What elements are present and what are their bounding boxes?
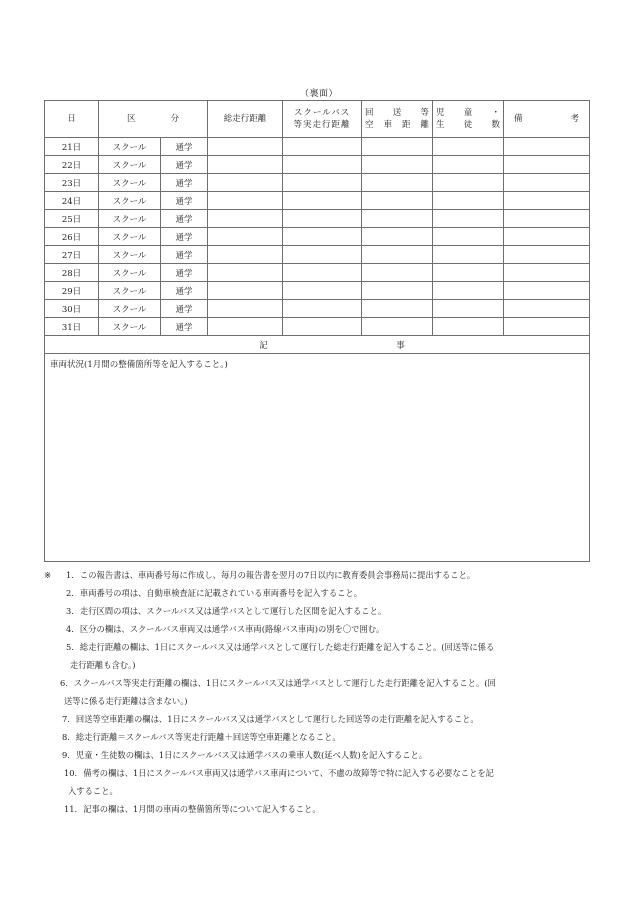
remarks-cell[interactable] [504, 300, 590, 318]
type-schoolbus-cell[interactable]: スクール [99, 228, 161, 246]
hd-char: 車 [383, 120, 392, 130]
kiji-char-2: 事 [396, 340, 405, 351]
instruction-text: 記事の欄は、1月間の車両の整備箇所等について記入すること。 [83, 804, 321, 814]
remarks-cell[interactable] [504, 192, 590, 210]
instruction-text: この報告書は、車両番号毎に作成し、毎月の報告書を翌月の7日以内に教育委員会事務局に提出すること。 [79, 570, 476, 580]
header-total-distance: 総走行距離 [208, 101, 283, 138]
total-distance-cell[interactable] [208, 192, 283, 210]
type-schoolbus-cell[interactable]: スクール [99, 318, 161, 336]
schoolbus-distance-cell[interactable] [283, 210, 362, 228]
instruction-number: 9. [62, 750, 70, 760]
total-distance-cell[interactable] [208, 282, 283, 300]
day-cell: 26日 [45, 228, 99, 246]
header-schoolbus-line1: スクールバス [293, 108, 351, 118]
header-row [45, 101, 590, 138]
instruction-continuation: 入すること。 [68, 786, 118, 796]
instruction-text: 回送等空車距離の欄は、1日にスクールバス又は通学バスとして運行した回送等の走行距離を記入すること。 [75, 714, 479, 724]
instruction-text: 総走行距離＝スクールバス等実走行距離＋回送等空車距離となること。 [75, 732, 341, 742]
table-row [45, 282, 590, 300]
type-commute-cell[interactable]: 通学 [161, 318, 208, 336]
instruction-item [44, 638, 594, 674]
day-cell: 25日 [45, 210, 99, 228]
hd-char: 生 [436, 120, 445, 130]
type-schoolbus-cell[interactable]: スクール [99, 210, 161, 228]
type-schoolbus-cell[interactable]: スクール [99, 282, 161, 300]
header-students [433, 101, 504, 138]
day-cell: 30日 [45, 300, 99, 318]
instruction-item [44, 584, 594, 602]
header-schoolbus-line2: 等実走行距離 [293, 120, 351, 130]
students-cell[interactable] [433, 210, 504, 228]
schoolbus-distance-cell[interactable] [283, 228, 362, 246]
deadhead-distance-cell[interactable] [362, 138, 433, 156]
table-row [45, 228, 590, 246]
header-students-line1 [436, 107, 500, 119]
instruction-number: 4. [66, 624, 74, 634]
hd-char: 距 [401, 120, 411, 130]
table-row [45, 318, 590, 336]
type-schoolbus-cell[interactable]: スクール [99, 156, 161, 174]
type-schoolbus-cell[interactable]: スクール [99, 174, 161, 192]
day-cell: 31日 [45, 318, 99, 336]
hd-char: 徒 [463, 120, 473, 130]
instruction-text: 備考の欄は、1日にスクールバス車両又は通学バス車両について、不慮の故障等で特に記入する必要なことを記 [83, 768, 494, 778]
total-distance-cell[interactable] [208, 210, 283, 228]
deadhead-distance-cell[interactable] [362, 210, 433, 228]
hd-char: 児 [436, 108, 445, 118]
total-distance-cell[interactable] [208, 300, 283, 318]
remarks-cell[interactable] [504, 246, 590, 264]
deadhead-distance-cell[interactable] [362, 300, 433, 318]
header-schoolbus-distance [283, 101, 362, 138]
header-category [99, 101, 208, 138]
header-deadhead-line1 [365, 107, 429, 119]
page-side-label: （裏面） [300, 89, 339, 99]
instruction-item [44, 602, 594, 620]
instruction-text: 児童・生徒数の欄は、1日にスクールバス又は通学バスの乗車人数(延べ人数)を記入すること。 [75, 750, 428, 760]
students-cell[interactable] [433, 264, 504, 282]
students-cell[interactable] [433, 228, 504, 246]
instruction-number: 11. [64, 804, 78, 814]
students-cell[interactable] [433, 282, 504, 300]
header-remarks-1: 備 [514, 114, 523, 124]
type-commute-cell[interactable]: 通学 [161, 264, 208, 282]
instruction-item [44, 566, 594, 584]
instructions [44, 566, 594, 818]
table-row [45, 156, 590, 174]
remarks-cell[interactable] [504, 264, 590, 282]
type-commute-cell[interactable]: 通学 [161, 192, 208, 210]
hd-char: 回 [365, 108, 374, 118]
deadhead-distance-cell[interactable] [362, 156, 433, 174]
table-row [45, 192, 590, 210]
instruction-number: 8. [62, 732, 70, 742]
type-schoolbus-cell[interactable]: スクール [99, 192, 161, 210]
instruction-number: 2. [66, 588, 74, 598]
header-day: 日 [45, 101, 99, 138]
day-cell: 21日 [45, 138, 99, 156]
hd-char: 送 [392, 108, 402, 118]
type-commute-cell[interactable]: 通学 [161, 174, 208, 192]
type-commute-cell[interactable]: 通学 [161, 228, 208, 246]
header-category-2: 分 [170, 114, 179, 124]
type-schoolbus-cell[interactable]: スクール [99, 300, 161, 318]
schoolbus-distance-cell[interactable] [283, 300, 362, 318]
instruction-item [44, 620, 594, 638]
instruction-text: 総走行距離の欄は、1日にスクールバス又は通学バスとして運行した総走行距離を記入すること。(回送等に係る [79, 642, 495, 652]
schoolbus-distance-cell[interactable] [283, 174, 362, 192]
remarks-cell[interactable] [504, 318, 590, 336]
schoolbus-distance-cell[interactable] [283, 192, 362, 210]
students-cell[interactable] [433, 138, 504, 156]
type-schoolbus-cell[interactable]: スクール [99, 264, 161, 282]
students-cell[interactable] [433, 174, 504, 192]
students-cell[interactable] [433, 246, 504, 264]
schoolbus-distance-cell[interactable] [283, 246, 362, 264]
instruction-number: 1. [66, 570, 74, 580]
schoolbus-distance-cell[interactable] [283, 318, 362, 336]
remarks-cell[interactable] [504, 282, 590, 300]
total-distance-cell[interactable] [208, 156, 283, 174]
type-commute-cell[interactable]: 通学 [161, 282, 208, 300]
instruction-continuation: 走行距離も含む。) [70, 660, 136, 670]
students-cell[interactable] [433, 192, 504, 210]
table-row [45, 138, 590, 156]
remarks-cell[interactable] [504, 138, 590, 156]
day-cell: 23日 [45, 174, 99, 192]
schoolbus-distance-cell[interactable] [283, 264, 362, 282]
instruction-number: 10. [64, 768, 78, 778]
students-cell[interactable] [433, 318, 504, 336]
table-row [45, 300, 590, 318]
type-commute-cell[interactable]: 通学 [161, 300, 208, 318]
vehicle-status-label: 車両状況(1月間の整備箇所等を記入すること。) [50, 360, 228, 370]
header-remarks-2: 考 [570, 114, 579, 124]
type-commute-cell[interactable]: 通学 [161, 246, 208, 264]
deadhead-distance-cell[interactable] [362, 174, 433, 192]
total-distance-cell[interactable] [208, 174, 283, 192]
type-schoolbus-cell[interactable]: スクール [99, 138, 161, 156]
students-cell[interactable] [433, 300, 504, 318]
schoolbus-distance-cell[interactable] [283, 282, 362, 300]
type-commute-cell[interactable]: 通学 [161, 156, 208, 174]
total-distance-cell[interactable] [208, 246, 283, 264]
day-cell: 27日 [45, 246, 99, 264]
day-cell: 29日 [45, 282, 99, 300]
header-remarks [504, 101, 590, 138]
type-commute-cell[interactable]: 通学 [161, 138, 208, 156]
deadhead-distance-cell[interactable] [362, 282, 433, 300]
header-deadhead-line2 [365, 119, 429, 131]
day-cell: 24日 [45, 192, 99, 210]
instruction-item [44, 800, 594, 818]
day-cell: 28日 [45, 264, 99, 282]
type-commute-cell[interactable]: 通学 [161, 210, 208, 228]
total-distance-cell[interactable] [208, 228, 283, 246]
total-distance-cell[interactable] [208, 264, 283, 282]
schoolbus-distance-cell[interactable] [283, 138, 362, 156]
header-deadhead-distance [362, 101, 433, 138]
instruction-text: 車両番号の項は、自動車検査証に記載されている車両番号を記入すること。 [79, 588, 363, 598]
table-row [45, 264, 590, 282]
hd-char: 数 [491, 120, 500, 130]
kiji-header [45, 336, 590, 354]
remarks-cell[interactable] [504, 174, 590, 192]
instruction-number: 7. [62, 714, 70, 724]
note-mark: ※ [44, 570, 51, 580]
instruction-text: 区分の欄は、スクールバス車両又は通学バス車両(路線バス車両)の別を〇で囲む。 [79, 624, 385, 634]
instruction-continuation: 送等に係る走行距離は含まない。) [64, 696, 188, 706]
instruction-number: 3. [66, 606, 74, 616]
day-rows [45, 138, 590, 336]
deadhead-distance-cell[interactable] [362, 264, 433, 282]
instruction-item [44, 710, 594, 728]
deadhead-distance-cell[interactable] [362, 246, 433, 264]
remarks-cell[interactable] [504, 156, 590, 174]
header-category-1: 区 [127, 114, 136, 124]
deadhead-distance-cell[interactable] [362, 192, 433, 210]
header-students-line2 [436, 119, 500, 131]
vehicle-status-row [45, 354, 590, 562]
hd-char: 離 [420, 120, 429, 130]
hd-char: 空 [365, 120, 374, 130]
schoolbus-distance-cell[interactable] [283, 156, 362, 174]
instruction-item [44, 728, 594, 746]
remarks-cell[interactable] [504, 228, 590, 246]
hd-char: ・ [491, 108, 500, 118]
hd-char: 童 [463, 108, 473, 118]
instruction-item [44, 764, 594, 800]
deadhead-distance-cell[interactable] [362, 228, 433, 246]
instruction-text: 走行区間の項は、スクールバス又は通学バスとして運行した区間を記入すること。 [79, 606, 387, 616]
instruction-item [44, 746, 594, 764]
kiji-header-row [45, 336, 590, 354]
table-row [45, 246, 590, 264]
instruction-number: 6. [60, 678, 68, 688]
remarks-cell[interactable] [504, 210, 590, 228]
instruction-item [44, 674, 594, 710]
table-row [45, 174, 590, 192]
total-distance-cell[interactable] [208, 318, 283, 336]
type-schoolbus-cell[interactable]: スクール [99, 246, 161, 264]
table-row [45, 210, 590, 228]
kiji-char-1: 記 [259, 340, 268, 351]
hd-char: 等 [420, 108, 429, 118]
deadhead-distance-cell[interactable] [362, 318, 433, 336]
students-cell[interactable] [433, 156, 504, 174]
vehicle-status-field[interactable] [45, 354, 590, 562]
instruction-text: スクールバス等実走行距離の欄は、1日にスクールバス又は通学バスとして運行した走行距離を記入すること。(回 [73, 678, 496, 688]
operation-report-table [44, 100, 590, 562]
instructions-list [44, 566, 594, 818]
instruction-number: 5. [66, 642, 74, 652]
total-distance-cell[interactable] [208, 138, 283, 156]
day-cell: 22日 [45, 156, 99, 174]
